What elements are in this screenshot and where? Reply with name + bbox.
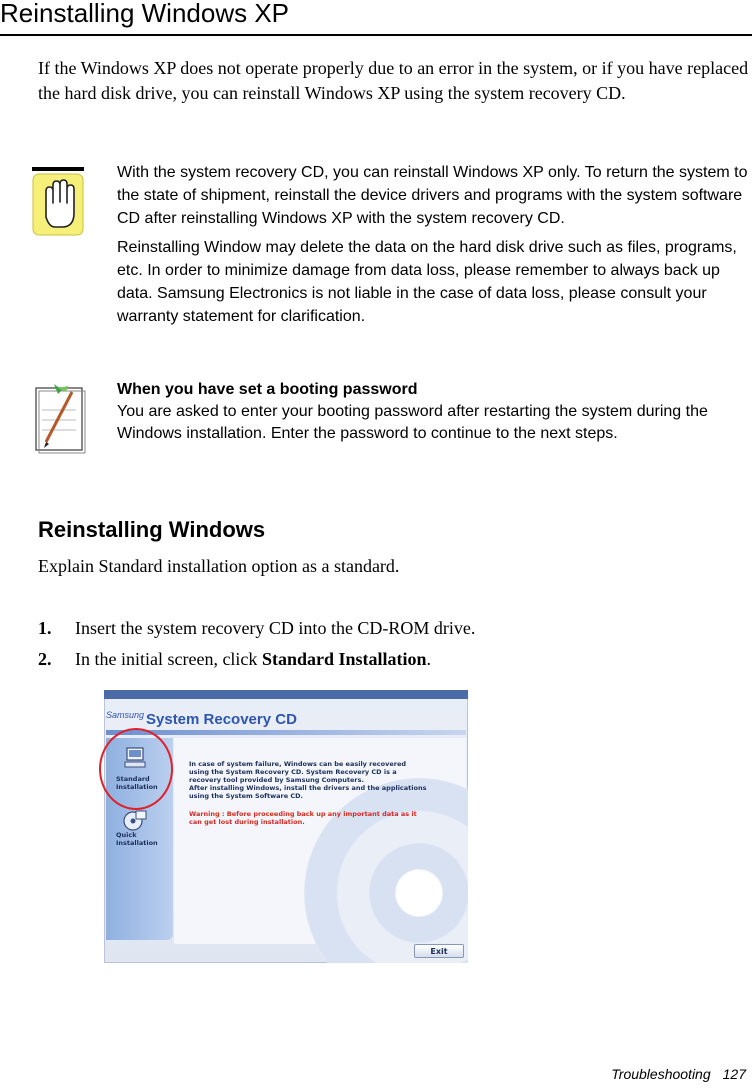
step-item [38,647,738,678]
intro-paragraph: If the Windows XP does not operate properly due to an error in the system, or if you have replaced the hard disk drive, you can reinstall Windows XP using the system recovery CD. [38,58,749,103]
stop-hand-icon [30,165,86,237]
menu-standard-installation[interactable]: Standard Installation [116,775,158,791]
step-number: 1. [38,618,52,638]
page-footer [611,1066,746,1082]
page-number: 127 [722,1066,746,1082]
step-text: In the initial screen, click Standard Installation. [75,649,431,669]
cd-disc-graphic [304,778,468,963]
notepad-icon [32,380,88,454]
note-heading: When you have set a booting password [117,381,418,398]
notice-paragraph: Reinstalling Window may delete the data on the hard disk drive such as files, programs, etc. In order to minimize damage from data loss, please remember to always back up data. Samsung Electronics is not liable in the case of data loss, please consult your warranty statement for clarification. [117,239,737,325]
info-text: In case of system failure, Windows can be easily recovered using the System Recovery CD. System Recovery CD is a recovery tool provided by Samsung Computers. After installing Windows, install the drivers and the applications using the System Software CD. [189,760,427,800]
recovery-cd-screenshot [104,690,468,963]
note-text: You are asked to enter your booting password after restarting the system during the Windows installation. Enter the password to continue to the next steps. [117,403,708,442]
step-emphasis: Standard Installation [261,649,427,669]
note-block [117,379,753,445]
notice-paragraph: With the system recovery CD, you can reinstall Windows XP only. To return the system to the state of shipment, reinstall the device drivers and programs with the system software CD after reinstalling Windows XP with the system recovery CD. [117,164,748,227]
step-number: 2. [38,649,52,669]
title-underline [106,730,466,735]
quick-install-icon[interactable] [122,808,148,832]
window-top-bar [104,690,468,699]
footer-section: Troubleshooting [611,1066,711,1082]
title-rule [0,34,752,36]
section-description: Explain Standard installation option as a standard. [38,556,400,576]
step-item [38,616,738,647]
brand-label: Samsung [106,710,145,720]
step-text: Insert the system recovery CD into the CD-ROM drive. [75,618,476,638]
steps-list [38,616,738,678]
highlight-circle [99,728,173,810]
screenshot-title: System Recovery CD [146,711,297,728]
warning-text: Warning : Before proceeding back up any important data as it can get lost during installation. [189,810,417,826]
section-heading: Reinstalling Windows [38,517,266,542]
menu-quick-installation[interactable]: Quick Installation [116,831,158,847]
page-title: Reinstalling Windows XP [0,0,290,28]
notice-block [117,161,753,334]
exit-button[interactable]: Exit [414,944,464,958]
